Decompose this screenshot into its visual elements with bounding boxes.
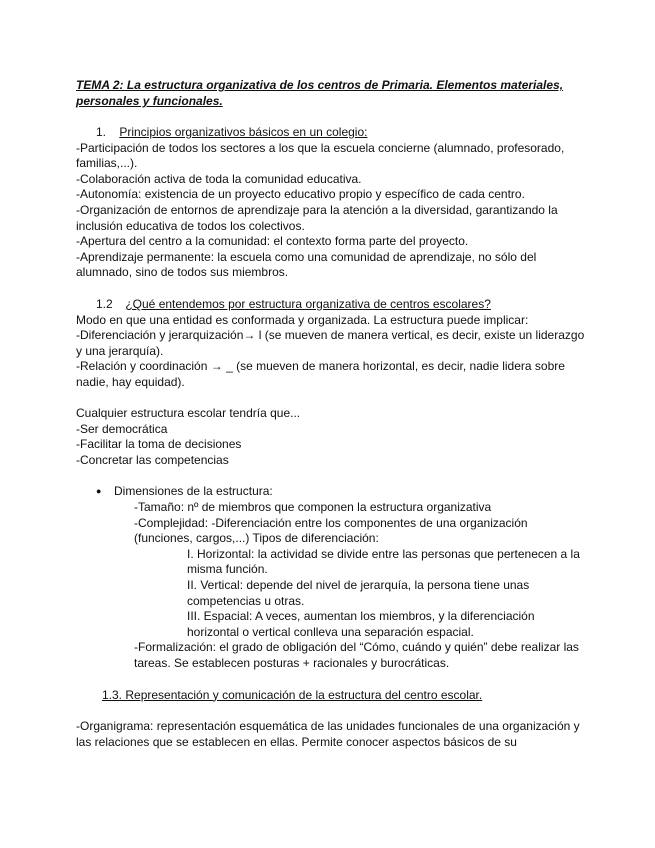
- s1-line-1: -Participación de todos los sectores a los que la escuela concierne (alumnado, profesorado, familias,...).: [76, 140, 565, 171]
- s2-line-2: -Diferenciación y jerarquización→ l (se mueven de manera vertical, es decir, existe un liderazgo y una jerarquía).: [76, 328, 585, 358]
- s3-paragraph: -Organigrama: representación esquemática de las unidades funcionales de una organización y las relaciones que se establecen en ellas. Permite conocer aspectos básicos de su: [76, 719, 580, 749]
- bullet-icon: ●: [96, 486, 102, 497]
- document-page: [76, 77, 586, 750]
- s2-line-1: Modo en que una entidad es conformada y organizada. La estructura puede implicar:: [76, 312, 529, 327]
- dimensions-list-item: [96, 484, 586, 671]
- dimension-formalizacion: -Formalización: el grado de obligación del “Cómo, cuándo y quién” debe realizar las tareas. Se establecen posturas + racionales y burocráticas.: [134, 640, 579, 670]
- section-3-title: 1.3. Representación y comunicación de la estructura del centro escolar.: [102, 687, 483, 702]
- s2-line-3: -Relación y coordinación → _ (se mueven de manera horizontal, es decir, nadie lidera sobre nadie, hay equidad).: [76, 359, 565, 389]
- dimension-complejidad: -Complejidad: -Diferenciación entre los componentes de una organización (funciones, cargos,...) Tipos de diferenciación:: [134, 515, 528, 546]
- s2-line-7: -Concretar las competencias: [76, 452, 229, 467]
- section-1-title: Principios organizativos básicos en un colegio:: [119, 125, 368, 139]
- section-2-title: ¿Qué entendemos por estructura organizativa de centros escolares?: [125, 296, 491, 311]
- s1-line-5: -Apertura del centro a la comunidad: el contexto forma parte del proyecto.: [76, 234, 469, 249]
- dimension-tamano: -Tamaño: nº de miembros que componen la estructura organizativa: [134, 500, 492, 515]
- tipo-horizontal: I. Horizontal: la actividad se divide entre las personas que pertenecen a la misma función.: [187, 546, 580, 577]
- section-2-heading: [96, 297, 586, 313]
- tipo-vertical: II. Vertical: depende del nivel de jerarquía, la persona tiene unas competencias u otras.: [187, 578, 530, 608]
- s2-line-4: Cualquier estructura escolar tendría que...: [76, 406, 301, 421]
- section-1-heading: [96, 125, 586, 141]
- tipo-espacial: III. Espacial: A veces, aumentan los miembros, y la diferenciación horizontal o vertical conlleva una separación espacial.: [187, 609, 535, 639]
- s2-line-5: -Ser democrática: [76, 421, 168, 436]
- s1-line-3: -Autonomía: existencia de un proyecto educativo propio y específico de cada centro.: [76, 187, 525, 202]
- document-title: TEMA 2: La estructura organizativa de los centros de Primaria. Elementos materiales, personales y funcionales.: [76, 78, 564, 108]
- section-3-heading: [102, 688, 586, 704]
- dimensions-heading: Dimensiones de la estructura:: [114, 484, 273, 499]
- s1-line-6: -Aprendizaje permanente: la escuela como una comunidad de aprendizaje, no sólo del alumnado, sino de todos sus miembros.: [76, 249, 537, 280]
- s1-line-4: -Organización de entornos de aprendizaje para la atención a la diversidad, garantizando la inclusión educativa de todos los colectivos.: [76, 202, 558, 233]
- s2-line-6: -Facilitar la toma de decisiones: [76, 437, 242, 452]
- section-1-number: 1.: [96, 125, 107, 139]
- s1-line-2: -Colaboración activa de toda la comunidad educativa.: [76, 171, 362, 186]
- section-2-number: 1.2: [96, 296, 113, 311]
